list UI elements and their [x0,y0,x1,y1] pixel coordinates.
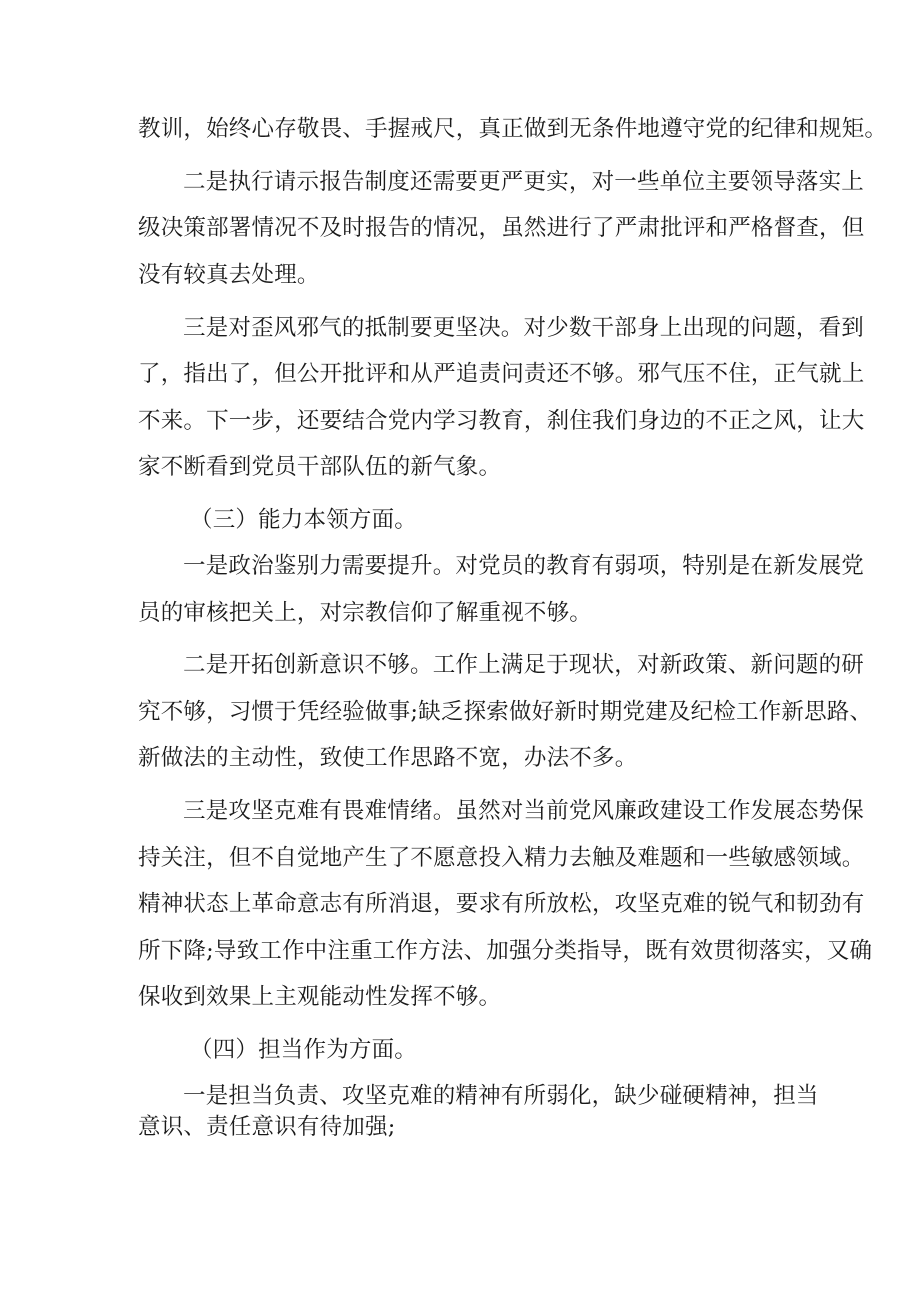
text-line-10: 一是政治鉴别力需要提升。对党员的教育有弱项，特别是在新发展党 [183,553,865,579]
text-line-17: 精神状态上革命意志有所消退，要求有所放松，攻坚克难的锐气和韧劲有 [138,891,865,917]
text-line-21: 一是担当负责、攻坚克难的精神有所弱化，缺少碰硬精神，担当 [183,1083,819,1109]
text-line-4: 没有较真去处理。 [138,262,320,288]
text-line-2: 二是执行请示报告制度还需要更严更实，对一些单位主要领导落实上 [183,169,865,195]
text-line-19: 保收到效果上主观能动性发挥不够。 [138,984,502,1010]
text-line-12: 二是开拓创新意识不够。工作上满足于现状，对新政策、新问题的研 [183,652,865,678]
text-line-8: 家不断看到党员干部队伍的新气象。 [138,454,502,480]
text-line-14: 新做法的主动性，致使工作思路不宽，办法不多。 [138,745,638,771]
text-line-6: 了，指出了，但公开批评和从严追责问责还不够。邪气压不住，正气就上 [138,361,865,387]
text-line-7: 不来。下一步，还要结合党内学习教育，刹住我们身边的不正之风，让大 [138,408,865,434]
text-line-18: 所下降;导致工作中注重工作方法、加强分类指导，既有效贯彻落实，又确 [138,938,873,964]
text-line-1: 教训，始终心存敬畏、手握戒尺，真正做到无条件地遵守党的纪律和规矩。 [138,116,888,142]
text-line-22: 意识、责任意识有待加强; [138,1114,396,1140]
text-line-3: 级决策部署情况不及时报告的情况，虽然进行了严肃批评和严格督查，但 [138,215,865,241]
section-heading-4: （四）担当作为方面。 [190,1037,418,1063]
text-line-5: 三是对歪风邪气的抵制要更坚决。对少数干部身上出现的问题，看到 [183,315,865,341]
text-line-16: 持关注，但不自觉地产生了不愿意投入精力去触及难题和一些敏感领域。 [138,845,865,871]
text-line-15: 三是攻坚克难有畏难情绪。虽然对当前党风廉政建设工作发展态势保 [183,798,865,824]
section-heading-3: （三）能力本领方面。 [190,507,418,533]
text-line-11: 员的审核把关上，对宗教信仰了解重视不够。 [138,600,593,626]
text-line-13: 究不够，习惯于凭经验做事;缺乏探索做好新时期党建及纪检工作新思路、 [138,699,873,725]
